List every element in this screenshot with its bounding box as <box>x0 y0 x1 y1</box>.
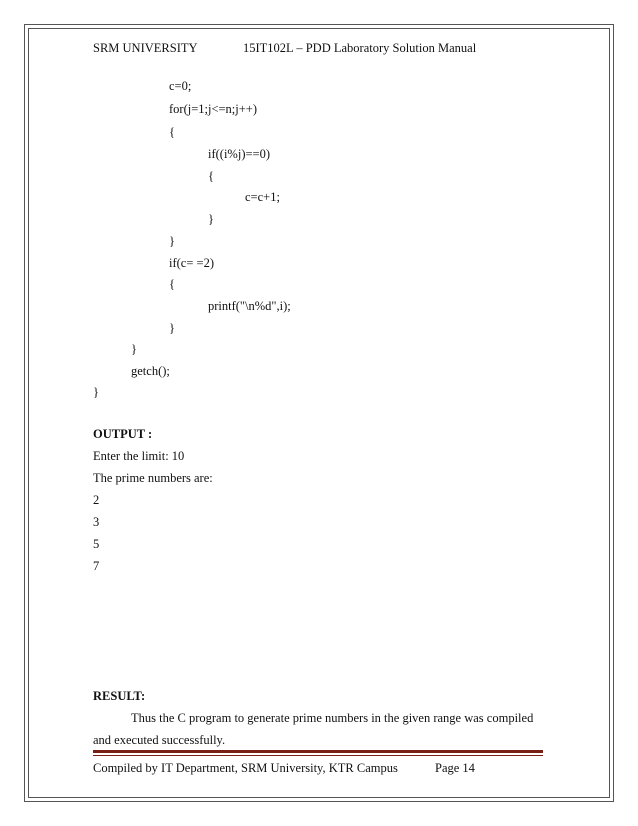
code-line: } <box>131 342 137 356</box>
result-heading: RESULT: <box>93 689 146 703</box>
code-line: for(j=1;j<=n;j++) <box>169 102 258 116</box>
code-line: } <box>93 385 99 399</box>
output-line: The prime numbers are: <box>93 471 213 485</box>
output-line: Enter the limit: 10 <box>93 449 185 463</box>
code-line: getch(); <box>131 364 170 378</box>
code-line: } <box>169 234 175 248</box>
code-line: { <box>169 277 175 291</box>
page-border-inner <box>28 28 610 798</box>
code-line: { <box>169 125 175 139</box>
footer-credit: Compiled by IT Department, SRM University, KTR Campus <box>93 761 398 775</box>
footer-divider-thin <box>93 755 543 756</box>
code-line: if((i%j)==0) <box>208 147 270 161</box>
header-manual-title: 15IT102L – PDD Laboratory Solution Manual <box>243 41 477 55</box>
code-line: if(c= =2) <box>169 256 214 270</box>
code-line: } <box>208 212 214 226</box>
result-text-line2: and executed successfully. <box>93 733 226 747</box>
header-institution: SRM UNIVERSITY <box>93 41 198 55</box>
output-line: 2 <box>93 493 100 507</box>
footer-divider <box>93 750 543 753</box>
code-line: } <box>169 321 175 335</box>
output-line: 5 <box>93 537 100 551</box>
code-line: printf("\n%d",i); <box>208 299 291 313</box>
code-line: { <box>208 169 214 183</box>
output-line: 7 <box>93 559 100 573</box>
result-text-line1: Thus the C program to generate prime numbers in the given range was compiled <box>131 711 534 725</box>
code-line: c=c+1; <box>245 190 280 204</box>
output-line: 3 <box>93 515 100 529</box>
code-line: c=0; <box>169 79 192 93</box>
page-number: Page 14 <box>435 761 475 775</box>
output-heading: OUTPUT : <box>93 427 153 441</box>
